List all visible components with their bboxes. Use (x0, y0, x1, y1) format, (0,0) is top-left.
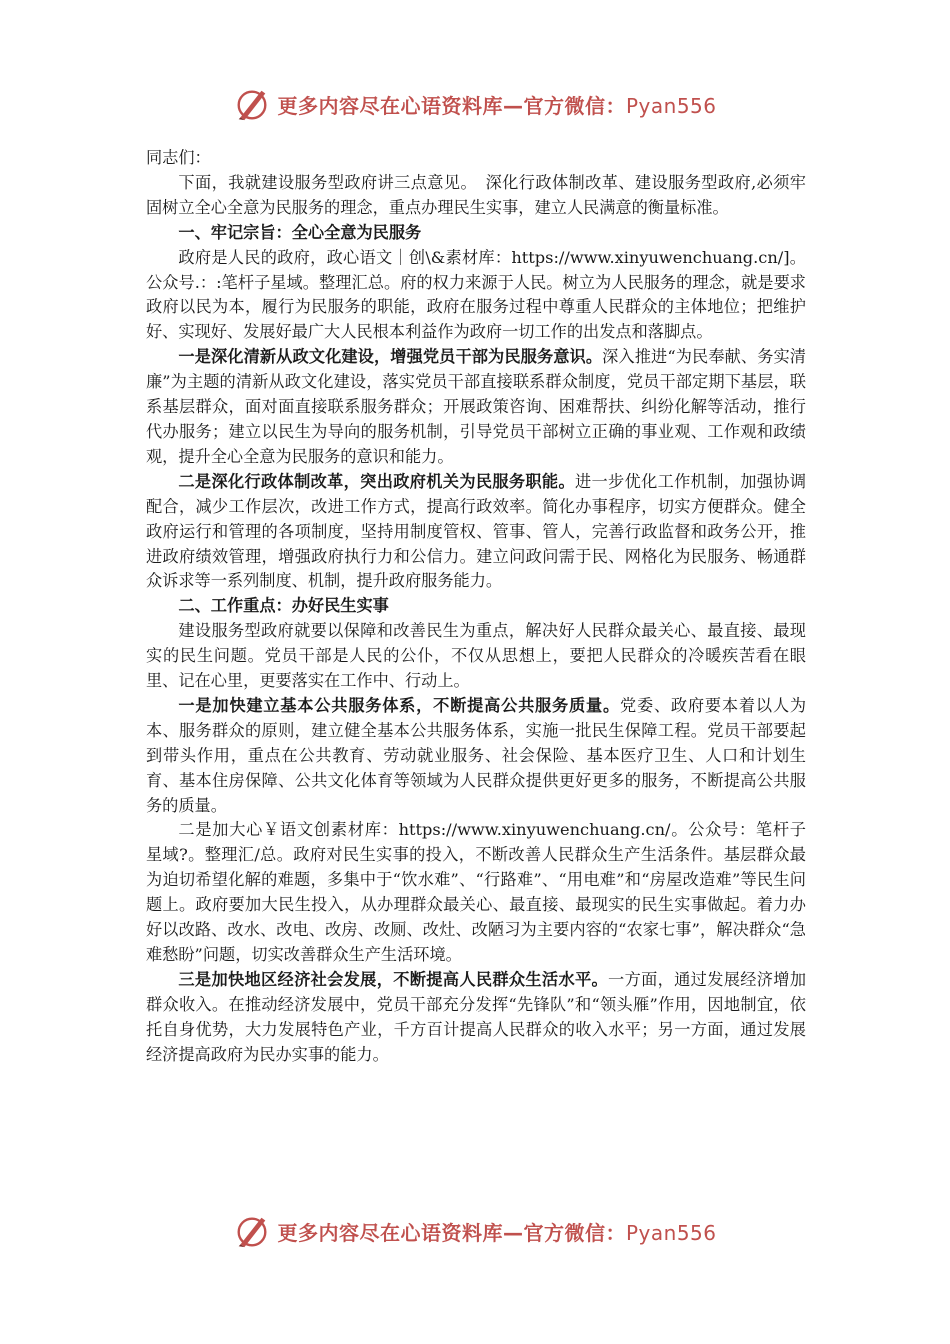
pen-logo-icon (233, 1212, 271, 1250)
paragraph-lead: 二是深化行政体制改革，突出政府机关为民服务职能。 (178, 471, 575, 491)
banner-text: 更多内容尽在心语资料库—官方微信：Pyan556 (277, 93, 717, 118)
section-heading-1: 一、牢记宗旨：全心全意为民服务 (178, 222, 422, 242)
footer-banner (0, 1211, 950, 1251)
section-heading-2: 二、工作重点：办好民生实事 (178, 596, 389, 616)
intro-paragraph: 下面，我就建设服务型政府讲三点意见。 深化行政体制改革、建设服务型政府,必须牢固树立全心全意为民服务的理念，重点办理民生实事，建立人民满意的衡量标准。 (146, 172, 806, 217)
document-body (146, 146, 806, 1068)
paragraph: 一是深化清新从政文化建设，增强党员干部为民服务意识。深入推进“为民奉献、务实清廉”为主题的清新从政文化建设，落实党员干部直接联系群众制度，党员干部定期下基层，联系基层群众，面对面直接联系服务群众；开展政策咨询、困难帮扶、纠纷化解等活动，推行代办服务；建立以民生为导向的服务机制，引导党员干部树立正确的事业观、工作观和政绩观，提升全心全意为民服务的意识和能力。 (146, 347, 806, 466)
greeting: 同志们： (146, 148, 211, 167)
header-banner (0, 84, 950, 124)
paragraph: 三是加快地区经济社会发展，不断提高人民群众生活水平。一方面，通过发展经济增加群众收入。在推动经济发展中，党员干部充分发挥“先锋队”和“领头雁”作用，因地制宜，依托自身优势，大力发展特色产业，千方百计提高人民群众的收入水平；另一方面，通过发展经济提高政府为民办实事的能力。 (146, 969, 807, 1064)
paragraph-lead: 一是深化清新从政文化建设，增强党员干部为民服务意识。 (178, 347, 603, 367)
paragraph-lead: 一是加快建立基本公共服务体系，不断提高公共服务质量。 (178, 695, 620, 715)
paragraph-lead: 三是加快地区经济社会发展，不断提高人民群众生活水平。 (178, 969, 609, 989)
paragraph: 一是加快建立基本公共服务体系，不断提高公共服务质量。党委、政府要本着以人为本、服务群众的原则，建立健全基本公共服务体系，实施一批民生保障工程。党员干部要起到带头作用，重点在公共教育、劳动就业服务、社会保险、基本医疗卫生、人口和计划生育、基本住房保障、公共文化体育等领域为人民群众提供更好更多的服务，不断提高公共服务的质量。 (146, 695, 807, 815)
banner-text: 更多内容尽在心语资料库—官方微信：Pyan556 (277, 1220, 717, 1245)
pen-logo-icon (233, 85, 271, 123)
paragraph: 政府是人民的政府，政心语文｜创\&素材库：https://www.xinyuwenchuang.cn/]。公众号.：:笔杆子星域。整理汇总。府的权力来源于人民。树立为人民服务的理念，就是要求政府以民为本，履行为民服务的职能，政府在服务过程中尊重人民群众的主体地位；把维护好、实现好、发展好最广大人民根本利益作为政府一切工作的出发点和落脚点。 (146, 247, 806, 342)
paragraph: 建设服务型政府就要以保障和改善民生为重点，解决好人民群众最关心、最直接、最现实的民生问题。党员干部是人民的公仆，不仅从思想上，要把人民群众的冷暖疾苦看在眼里、记在心里，更要落实在工作中、行动上。 (146, 621, 806, 691)
paragraph: 二是深化行政体制改革，突出政府机关为民服务职能。进一步优化工作机制，加强协调配合，减少工作层次，改进工作方式，提高行政效率。简化办事程序，切实方便群众。健全政府运行和管理的各项制度，坚持用制度管权、管事、管人，完善行政监督和政务公开，推进政府绩效管理，增强政府执行力和公信力。建立问政问需于民、网格化为民服务、畅通群众诉求等一系列制度、机制，提升政府服务能力。 (146, 471, 807, 591)
paragraph: 二是加大心￥语文创素材库：https://www.xinyuwenchuang.cn/。公众号：笔杆子星域?。整理汇/总。政府对民生实事的投入，不断改善人民群众生产生活条件。基层群众最为迫切希望化解的难题，多集中于“饮水难”、“行路难”、“用电难”和“房屋改造难”等民生问题上。政府要加大民生投入，从办理群众最关心、最直接、最现实的民生实事做起。着力办好以改路、改水、改电、改房、改厕、改灶、改陋习为主要内容的“农家七事”，解决群众“急难愁盼”问题，切实改善群众生产生活环境。 (146, 820, 806, 964)
